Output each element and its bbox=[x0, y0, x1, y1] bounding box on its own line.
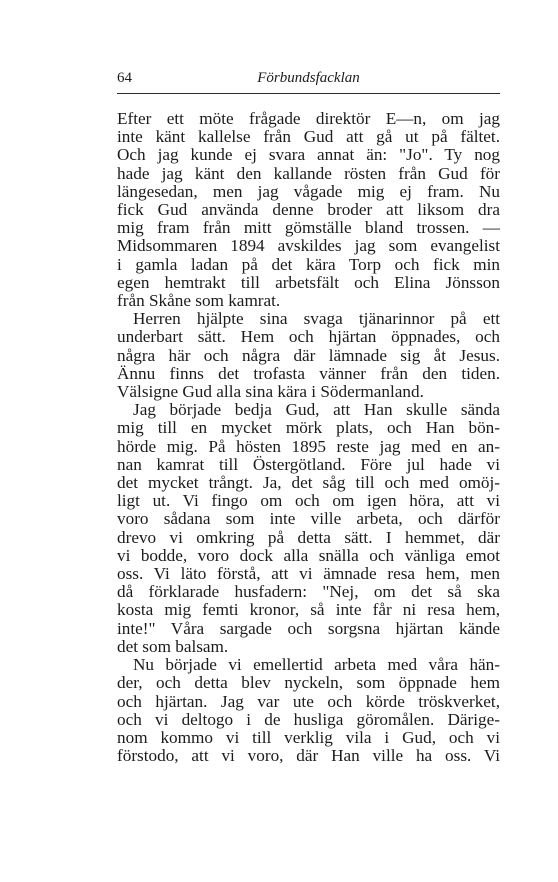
running-title: Förbundsfacklan bbox=[257, 70, 360, 86]
text-line: hörde mig. På hösten 1895 reste jag med en an- bbox=[117, 436, 500, 456]
text-line: då förklarade husfadern: "Nej, om det så ska bbox=[117, 582, 500, 602]
text-line: förstodo, att vi voro, där Han ville ha oss. Vi bbox=[117, 746, 500, 766]
text-line: Efter ett möte frågade direktör E—n, om jag bbox=[117, 109, 500, 128]
text-line: hade jag känt den kallande rösten från Gud för bbox=[117, 163, 500, 183]
text-line: i gamla ladan på det kära Torp och fick min bbox=[117, 254, 500, 274]
paragraph bbox=[117, 310, 500, 401]
text-line: det som balsam. bbox=[117, 636, 229, 656]
text-line: vi bodde, voro dock alla snälla och vänliga emot bbox=[117, 545, 500, 565]
text-line: Midsommaren 1894 avskildes jag som evangelist bbox=[117, 236, 500, 256]
text-line: och vi deltogo i de husliga göromålen. Därige- bbox=[117, 709, 500, 729]
page-header bbox=[117, 70, 500, 92]
text-line: mig fram från mitt gömställe bland trossen. — bbox=[117, 218, 500, 238]
text-line: drevo vi omkring på detta sätt. I hemmet, där bbox=[117, 527, 500, 547]
text-line: voro sådana som inte ville arbeta, och därför bbox=[117, 509, 500, 529]
text-line: nan kamrat till Östergötland. Före jul hade vi bbox=[117, 454, 500, 474]
text-line: underbart sätt. Hem och hjärtan öppnades, och bbox=[117, 327, 500, 347]
text-line: mig till en mycket mörk plats, och Han bön- bbox=[117, 418, 500, 438]
text-line: Jag började bedja Gud, att Han skulle sända bbox=[133, 400, 500, 420]
text-line: det mycket trångt. Ja, det såg till och med omöj- bbox=[117, 473, 500, 493]
text-line: Och jag kunde ej svara annat än: "Jo". Ty nog bbox=[117, 145, 500, 165]
text-line: Välsigne Gud alla sina kära i Södermanland. bbox=[117, 382, 424, 402]
paragraph bbox=[117, 110, 500, 310]
text-line: Nu började vi emellertid arbeta med våra hän- bbox=[133, 655, 500, 675]
body-text bbox=[117, 110, 500, 765]
text-line: der, och detta blev nyckeln, som öppnade hem bbox=[117, 673, 500, 693]
text-line: Herren hjälpte sina svaga tjänarinnor på ett bbox=[133, 309, 500, 329]
text-line: längesedan, men jag vågade mig ej fram. Nu bbox=[117, 181, 500, 201]
text-line: ligt ut. Vi fingo om och om igen höra, att vi bbox=[117, 491, 500, 511]
page-number: 64 bbox=[117, 70, 132, 86]
paragraph bbox=[117, 401, 500, 656]
text-line: oss. Vi läto förstå, att vi ämnade resa hem, men bbox=[117, 564, 500, 584]
text-line: från Skåne som kamrat. bbox=[117, 291, 281, 311]
text-line: inte känt kallelse från Gud att gå ut på fältet. bbox=[117, 127, 500, 147]
text-line: några här och några där lämnade sig åt Jesus. bbox=[117, 345, 500, 365]
text-line: egen hemtrakt till arbetsfält och Elina Jönsson bbox=[117, 272, 500, 292]
text-line: kosta mig femti kronor, så inte får ni resa hem, bbox=[117, 600, 500, 620]
text-line: och hjärtan. Jag var ute och körde tröskverket, bbox=[117, 691, 500, 711]
header-rule bbox=[117, 93, 500, 94]
text-line: fick Gud använda denne broder att liksom dra bbox=[117, 200, 500, 220]
text-line: inte!" Våra sargade och sorgsna hjärtan kände bbox=[117, 618, 500, 638]
paragraph bbox=[117, 656, 500, 765]
text-line: nom kommo vi till verklig vila i Gud, och vi bbox=[117, 727, 500, 747]
text-line: Ännu finns det trofasta vänner från den tiden. bbox=[117, 363, 500, 383]
